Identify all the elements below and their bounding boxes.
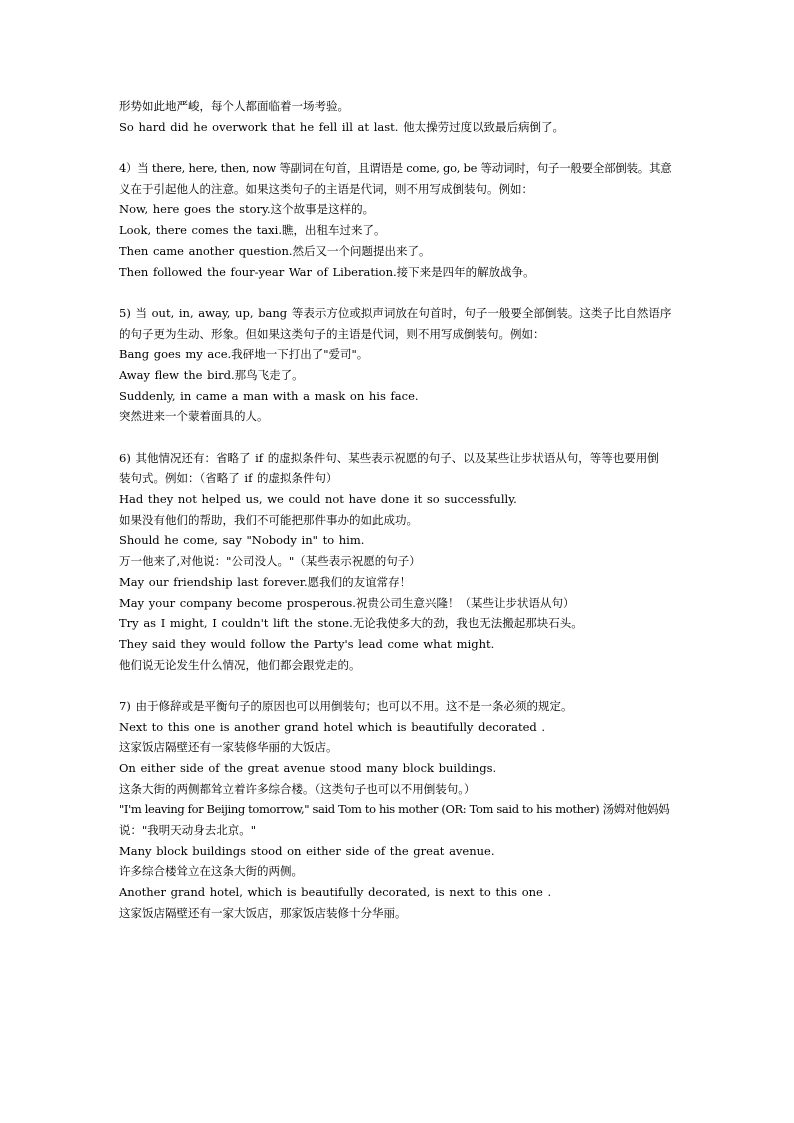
example-sentence: Suddenly, in came a man with a mask on his face.	[119, 388, 419, 403]
paragraph-block-5	[119, 696, 681, 924]
text-line: 7) 由于修辞或是平衡句子的原因也可以用倒装句；也可以不用。这不是一条必须的规定。	[119, 698, 573, 713]
example-sentence: They said they would follow the Party's lead come what might.	[119, 636, 495, 651]
example-sentence: May our friendship last forever.愿我们的友谊常存！	[119, 574, 412, 589]
text-line: 4）当 there, here, then, now 等副词在句首，且谓语是 come, go, be 等动词时，句子一般要全部倒装。其意	[119, 161, 672, 176]
text-line: 的句子更为生动、形象。但如果这类句子的主语是代词，则不用写成倒装句。例如：	[119, 326, 545, 341]
example-sentence: Then followed the four-year War of Liberation.接下来是四年的解放战争。	[119, 264, 535, 279]
example-sentence: Many block buildings stood on either side of the great avenue.	[119, 843, 495, 858]
example-sentence: May your company become prosperous.祝贵公司生意兴隆！（某些让步状语从句）	[119, 595, 575, 610]
paragraph-gap	[119, 282, 681, 303]
example-sentence: Now, here goes the story.这个故事是这样的。	[119, 202, 375, 217]
paragraph-block-1	[119, 96, 681, 137]
text-line: 义在于引起他人的注意。如果这类句子的主语是代词，则不用写成倒装句。例如：	[119, 181, 533, 196]
example-sentence: On either side of the great avenue stood many block buildings.	[119, 761, 497, 775]
example-translation: 这家饭店隔壁还有一家装修华丽的大饭店。	[119, 740, 338, 755]
paragraph-gap	[119, 427, 681, 448]
text-line: 6) 其他情况还有：省略了 if 的虚拟条件句、某些表示祝愿的句子、以及某些让步状语从句，等等也要用倒	[119, 450, 659, 465]
example-sentence: "I'm leaving for Beijing tomorrow," said Tom to his mother (OR: Tom said to his mother) 汤姆对他妈妈	[119, 802, 670, 817]
example-translation: 如果没有他们的帮助，我们不可能把那件事办的如此成功。	[119, 512, 418, 527]
example-sentence: Try as I might, I couldn't lift the stone.无论我使多大的劲，我也无法搬起那块石头。	[119, 616, 583, 631]
example-sentence: Should he come, say "Nobody in" to him.	[119, 533, 365, 548]
example-translation: 说："我明天动身去北京。"	[119, 823, 257, 838]
example-sentence: Away flew the bird.那鸟飞走了。	[119, 367, 304, 382]
example-translation: 许多综合楼耸立在这条大街的两侧。	[119, 864, 303, 879]
paragraph-block-4	[119, 448, 681, 676]
example-translation: 这家饭店隔壁还有一家大饭店，那家饭店装修十分华丽。	[119, 905, 407, 920]
example-sentence: Look, there comes the taxi.瞧，出租车过来了。	[119, 223, 386, 238]
example-sentence: Had they not helped us, we could not have done it so successfully.	[119, 492, 517, 507]
text-line: So hard did he overwork that he fell ill at last. 他太操劳过度以致最后病倒了。	[119, 119, 565, 134]
document-body	[119, 96, 681, 924]
paragraph-gap	[119, 675, 681, 696]
text-line: 形势如此地严峻，每个人都面临着一场考验。	[119, 99, 349, 113]
paragraph-gap	[119, 137, 681, 158]
example-sentence: Next to this one is another grand hotel which is beautifully decorated .	[119, 719, 546, 734]
text-line: 装句式。例如：（省略了 if 的虚拟条件句）	[119, 471, 338, 486]
example-translation: 突然进来一个蒙着面具的人。	[119, 409, 269, 424]
example-sentence: Bang goes my ace.我砰地一下打出了"爱司"。	[119, 347, 369, 362]
example-sentence: Then came another question.然后又一个问题提出来了。	[119, 243, 431, 258]
example-translation: 这条大街的两侧都耸立着许多综合楼。（这类句子也可以不用倒装句。）	[119, 781, 476, 796]
example-translation: 万一他来了,对他说："公司没人。"（某些表示祝愿的句子）	[119, 554, 421, 569]
paragraph-block-3	[119, 303, 681, 427]
example-sentence: Another grand hotel, which is beautifully decorated, is next to this one .	[119, 885, 552, 900]
example-translation: 他们说无论发生什么情况，他们都会跟党走的。	[119, 657, 361, 672]
text-line: 5) 当 out, in, away, up, bang 等表示方位或拟声词放在句首时，句子一般要全部倒装。这类子比自然语序	[119, 305, 672, 320]
paragraph-block-2	[119, 158, 681, 282]
